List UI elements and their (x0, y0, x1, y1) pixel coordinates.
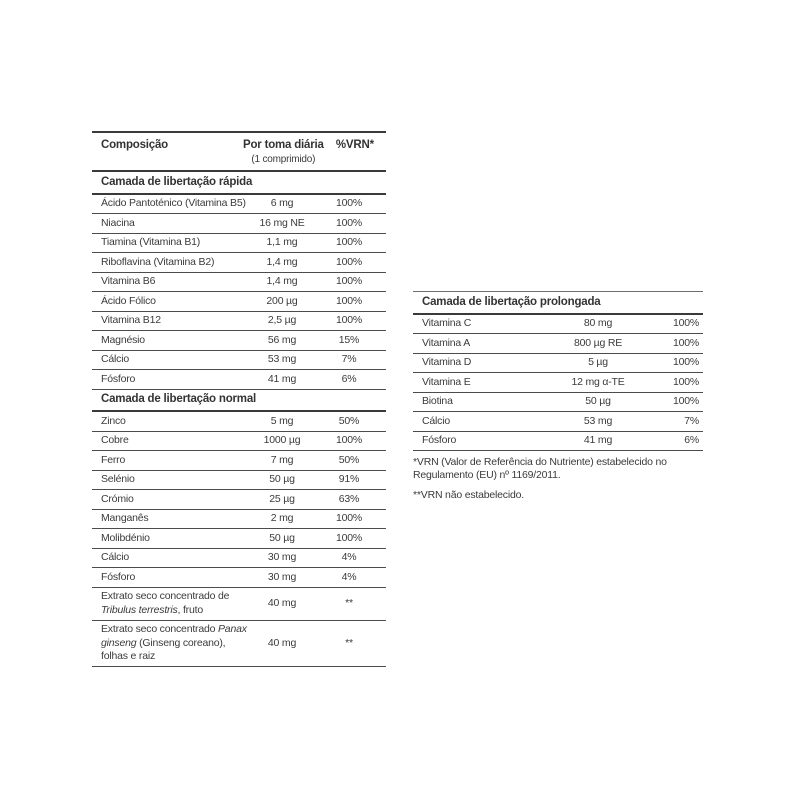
ingredient-name: Cálcio (101, 551, 129, 563)
ingredient-name: Vitamina E (422, 375, 471, 388)
amount-value: 41 mg (583, 434, 613, 446)
amount-value: 53 mg (267, 353, 297, 365)
ingredient-name: Crómio (101, 492, 134, 505)
vrn-value: 100% (335, 531, 363, 544)
table-row (92, 331, 386, 351)
vrn-value: 7% (684, 414, 699, 427)
ingredient-name (92, 590, 252, 617)
amount-value: 800 µg RE (573, 336, 623, 349)
vrn-value: 4% (341, 551, 357, 563)
ingredient-name: Vitamina D (422, 356, 472, 368)
ingredient-name-suffix: (Ginseng coreano), folhas e raiz (101, 636, 226, 662)
ingredient-name: Ácido Fólico (101, 294, 156, 307)
amount-value: 1,4 mg (266, 255, 298, 268)
ingredient-name: Cálcio (422, 414, 450, 427)
vrn-value: 6% (341, 372, 357, 385)
vrn-value: 50% (338, 453, 360, 466)
vrn-value: 100% (672, 395, 699, 407)
table-row (413, 373, 703, 393)
amount-value: 6 mg (270, 197, 294, 209)
vrn-value: 15% (338, 333, 360, 346)
vrn-value: 7% (341, 353, 357, 365)
vrn-value: 100% (672, 356, 699, 368)
table-row (92, 351, 386, 371)
table-header (92, 131, 386, 172)
table-row (92, 292, 386, 312)
table-row (92, 214, 386, 234)
vrn-value: 100% (335, 512, 363, 524)
table-row (413, 354, 703, 374)
amount-value: 41 mg (267, 372, 297, 385)
vrn-value: 100% (672, 375, 699, 388)
column-header-per-dose-line2: (1 comprimido) (251, 153, 316, 165)
left-composition-table (92, 131, 386, 667)
table-row (92, 370, 386, 390)
amount-value: 5 mg (270, 414, 294, 427)
ingredient-name: Fósforo (101, 570, 136, 583)
vrn-value: 4% (341, 570, 357, 583)
right-composition-table (413, 291, 703, 502)
ingredient-name: Fósforo (101, 372, 136, 385)
vrn-value: 100% (335, 275, 363, 287)
vrn-value: 100% (672, 317, 699, 329)
table-row (92, 312, 386, 332)
amount-value: 1,4 mg (266, 275, 298, 287)
amount-value: 7 mg (270, 453, 294, 466)
ingredient-name: Vitamina B12 (101, 314, 161, 326)
section-title-row (413, 292, 703, 315)
ingredient-name: Cobre (101, 434, 129, 446)
table-row (413, 432, 703, 452)
right-table-body (413, 292, 703, 451)
table-row (92, 529, 386, 549)
ingredient-name: Vitamina A (422, 336, 471, 349)
table-row (92, 432, 386, 452)
table-row (413, 393, 703, 413)
table-row (92, 234, 386, 254)
amount-value: 56 mg (267, 333, 297, 346)
table-row (92, 568, 386, 588)
ingredient-name-prefix: Extrato seco concentrado (101, 623, 218, 635)
vrn-value: 91% (338, 473, 360, 485)
section-title-row (92, 172, 386, 195)
vrn-value: ** (345, 596, 353, 609)
ingredient-name: Ácido Pantoténico (Vitamina B5) (101, 197, 246, 209)
ingredient-name: Cálcio (101, 353, 129, 365)
ingredient-name: Tiamina (Vitamina B1) (101, 236, 201, 248)
vrn-value: 100% (335, 434, 363, 446)
ingredient-name: Biotina (422, 395, 453, 407)
amount-value: 5 µg (588, 356, 608, 368)
vrn-value: 100% (335, 236, 363, 248)
vrn-value: 100% (335, 294, 363, 307)
table-row (92, 412, 386, 432)
amount-value: 80 mg (583, 317, 613, 329)
vrn-value: 100% (335, 314, 363, 326)
ingredient-name: Riboflavina (Vitamina B2) (101, 255, 215, 268)
table-row (92, 451, 386, 471)
ingredient-name-latin: Tribulus terrestris (101, 603, 178, 616)
amount-value: 1,1 mg (266, 236, 298, 248)
amount-value: 2 mg (270, 512, 294, 524)
vrn-value: 100% (335, 216, 363, 229)
amount-value: 200 µg (266, 294, 298, 307)
table-row (92, 253, 386, 273)
table-row (92, 621, 386, 668)
ingredient-name: Vitamina B6 (101, 275, 156, 287)
amount-value: 12 mg α-TE (571, 375, 625, 388)
vrn-value: 100% (672, 336, 699, 349)
amount-value: 25 µg (269, 492, 295, 505)
ingredient-name: Fósforo (422, 434, 457, 446)
column-header-vrn: %VRN* (335, 139, 374, 151)
ingredient-name-prefix: Extrato seco concentrado de (101, 590, 230, 602)
table-row (413, 315, 703, 335)
section-title-row (92, 390, 386, 413)
amount-value: 2,5 µg (267, 314, 297, 326)
ingredient-name: Manganês (101, 512, 149, 524)
table-row (92, 195, 386, 215)
left-table-body (92, 172, 386, 667)
amount-value: 50 µg (269, 531, 295, 544)
vrn-value: 63% (338, 492, 360, 505)
footnotes (413, 456, 705, 502)
ingredient-name-suffix: , fruto (177, 603, 203, 616)
ingredient-name-latin: Panax ginseng (101, 623, 247, 649)
ingredient-name: Selénio (101, 473, 135, 485)
column-header-composition: Composição (101, 139, 169, 151)
table-row (92, 273, 386, 293)
amount-value: 1000 µg (263, 434, 301, 446)
amount-value: 30 mg (267, 570, 297, 583)
amount-value: 40 mg (267, 596, 297, 609)
footnote-vrn-not-established: **VRN não estabelecido. (413, 489, 524, 501)
table-row (413, 334, 703, 354)
vrn-value: ** (345, 636, 353, 649)
ingredient-name: Zinco (101, 414, 126, 427)
section-title: Camada de libertação normal (101, 393, 257, 405)
table-row (92, 549, 386, 569)
footnote-vrn-reference: *VRN (Valor de Referência do Nutriente) estabelecido no Regulamento (EU) nº 1169/2011. (413, 456, 667, 481)
table-row (92, 490, 386, 510)
column-header-per-dose-line1: Por toma diária (243, 139, 324, 151)
column-header-per-dose (243, 139, 324, 166)
ingredient-name: Vitamina C (422, 317, 472, 329)
vrn-value: 100% (335, 255, 363, 268)
ingredient-name: Magnésio (101, 333, 145, 346)
table-row (92, 510, 386, 530)
amount-value: 30 mg (267, 551, 297, 563)
section-title: Camada de libertação rápida (101, 175, 253, 188)
vrn-value: 100% (335, 197, 363, 209)
amount-value: 40 mg (267, 636, 297, 649)
ingredient-name: Ferro (101, 453, 126, 466)
ingredient-name: Niacina (101, 216, 135, 229)
ingredient-name (92, 623, 252, 664)
table-row (92, 471, 386, 491)
table-row (92, 588, 386, 621)
ingredient-name: Molibdénio (101, 531, 150, 544)
amount-value: 50 µg (585, 395, 611, 407)
vrn-value: 50% (338, 414, 360, 427)
amount-value: 50 µg (269, 473, 295, 485)
vrn-value: 6% (684, 434, 699, 446)
amount-value: 53 mg (583, 414, 613, 427)
table-row (413, 412, 703, 432)
amount-value: 16 mg NE (259, 216, 305, 229)
section-title: Camada de libertação prolongada (422, 295, 601, 308)
